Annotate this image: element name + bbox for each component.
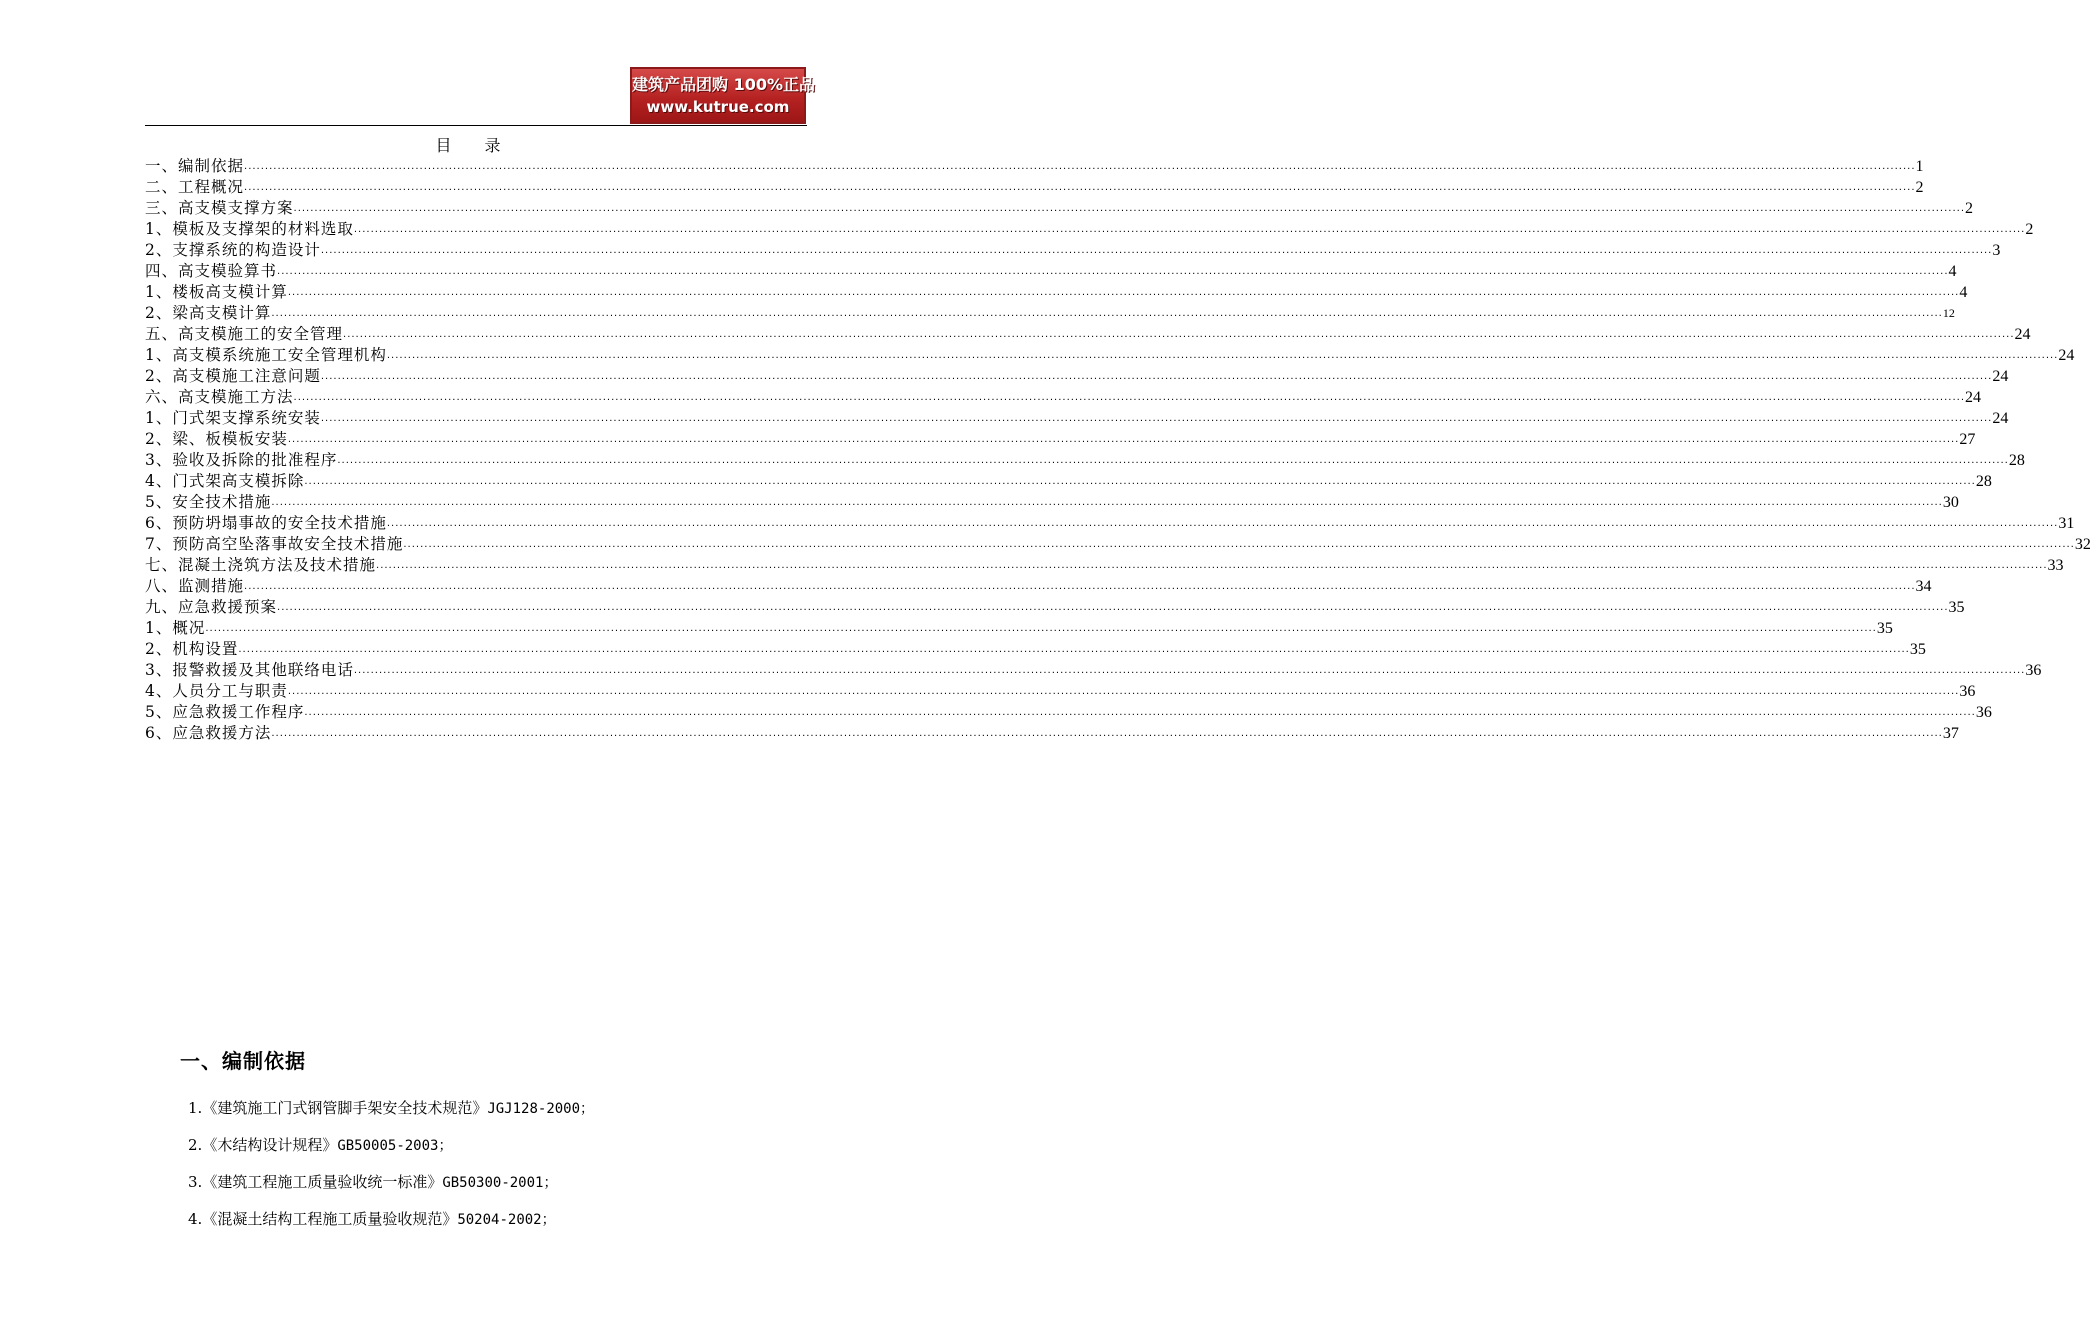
toc-entry-title: 2、机构设置 [145, 640, 239, 658]
toc-entry[interactable] [145, 723, 1959, 744]
toc-page-number: 24 [1965, 389, 1981, 406]
toc-entry-title: 2、梁、板模板安装 [145, 430, 288, 448]
toc-leader-dots: ................................................................................................................................................................................................................................................................................................................................................................................................................ [244, 581, 1916, 592]
toc-entry-title: 6、应急救援方法 [145, 724, 272, 742]
toc-leader-dots: ................................................................................................................................................................................................................................................................................................................................................................................................................ [320, 245, 1993, 256]
toc-leader-dots: ................................................................................................................................................................................................................................................................................................................................................................................................................ [304, 707, 1976, 718]
toc-entry[interactable] [145, 366, 2009, 387]
toc-page-number: 12 [1942, 306, 1955, 320]
toc-page-number: 2 [1915, 179, 1924, 196]
toc-entry[interactable] [145, 240, 2001, 261]
toc-leader-dots: ................................................................................................................................................................................................................................................................................................................................................................................................................ [205, 623, 1877, 634]
toc-leader-dots: ................................................................................................................................................................................................................................................................................................................................................................................................................ [244, 182, 1916, 193]
toc-leader-dots: ................................................................................................................................................................................................................................................................................................................................................................................................................ [287, 287, 1960, 298]
toc-page-number: 36 [2025, 662, 2042, 679]
toc-page-number: 34 [1915, 578, 1932, 595]
reference-number: 1. [188, 1099, 203, 1117]
toc-leader-dots: ................................................................................................................................................................................................................................................................................................................................................................................................................ [320, 413, 1993, 424]
toc-leader-dots: ................................................................................................................................................................................................................................................................................................................................................................................................................ [386, 518, 2059, 529]
toc-leader-dots: ................................................................................................................................................................................................................................................................................................................................................................................................................ [277, 602, 1949, 613]
toc-page-number: 24 [2058, 347, 2075, 364]
toc-leader-dots: ................................................................................................................................................................................................................................................................................................................................................................................................................ [337, 455, 2009, 466]
toc-entry[interactable] [145, 177, 1924, 198]
toc-entry-title: 1、门式架支撑系统安装 [145, 409, 321, 427]
toc-entry-title: 三、高支模支撑方案 [145, 199, 294, 217]
toc-leader-dots: ................................................................................................................................................................................................................................................................................................................................................................................................................ [304, 476, 1976, 487]
reference-number: 3. [188, 1173, 203, 1191]
toc-page-number: 24 [1992, 410, 2009, 427]
kutrue-logo-banner[interactable] [630, 67, 816, 124]
toc-leader-dots: ................................................................................................................................................................................................................................................................................................................................................................................................................ [277, 266, 1949, 277]
toc-entry[interactable] [145, 303, 1955, 324]
toc-entry-title: 九、应急救援预案 [145, 598, 278, 616]
toc-entry[interactable] [145, 513, 2075, 534]
toc-leader-dots: ................................................................................................................................................................................................................................................................................................................................................................................................................ [244, 161, 1916, 172]
toc-entry-title: 3、验收及拆除的批准程序 [145, 451, 338, 469]
toc-leader-dots: ................................................................................................................................................................................................................................................................................................................................................................................................................ [271, 308, 1943, 319]
reference-code: 50204-2002； [457, 1212, 556, 1228]
toc-entry-title: 6、预防坍塌事故的安全技术措施 [145, 514, 387, 532]
toc-page-number: 28 [1975, 473, 1992, 490]
reference-title: 《木结构设计规程》 [202, 1136, 338, 1154]
toc-entry-title: 四、高支模验算书 [145, 262, 278, 280]
table-of-contents [145, 156, 2091, 744]
toc-page-number: 36 [1959, 683, 1976, 700]
reference-list [188, 1096, 594, 1244]
toc-page-number: 31 [2058, 515, 2075, 532]
toc-title: 目 录 [435, 136, 515, 155]
reference-item [188, 1133, 594, 1170]
toc-entry-title: 七、混凝土浇筑方法及技术措施 [145, 556, 377, 574]
toc-page-number: 27 [1959, 431, 1976, 448]
toc-leader-dots: ................................................................................................................................................................................................................................................................................................................................................................................................................ [353, 224, 2026, 235]
toc-entry[interactable] [145, 639, 1926, 660]
toc-entry-title: 4、门式架高支模拆除 [145, 472, 305, 490]
toc-entry[interactable] [145, 597, 1965, 618]
toc-page-number: 4 [1959, 284, 1968, 301]
toc-entry-title: 5、应急救援工作程序 [145, 703, 305, 721]
toc-leader-dots: ................................................................................................................................................................................................................................................................................................................................................................................................................ [238, 644, 1910, 655]
toc-entry[interactable] [145, 450, 2025, 471]
reference-item [188, 1170, 594, 1207]
toc-page-number: 4 [1948, 263, 1957, 280]
section-heading: 一、编制依据 [180, 1049, 306, 1073]
toc-page-number: 35 [1909, 641, 1926, 658]
toc-entry[interactable] [145, 681, 1976, 702]
toc-entry[interactable] [145, 261, 1957, 282]
toc-entry[interactable] [145, 576, 1932, 597]
toc-page-number: 3 [1992, 242, 2001, 259]
toc-leader-dots: ................................................................................................................................................................................................................................................................................................................................................................................................................ [271, 497, 1943, 508]
toc-entry-title: 1、楼板高支模计算 [145, 283, 288, 301]
logo-slogan: 建筑产品团购 100%正品 [632, 75, 816, 94]
toc-page-number: 37 [1942, 725, 1959, 742]
toc-leader-dots: ................................................................................................................................................................................................................................................................................................................................................................................................................ [320, 371, 1993, 382]
toc-leader-dots: ................................................................................................................................................................................................................................................................................................................................................................................................................ [386, 350, 2059, 361]
toc-page-number: 35 [1876, 620, 1893, 637]
toc-entry[interactable] [145, 219, 2034, 240]
toc-page-number: 30 [1942, 494, 1959, 511]
reference-code: GB50005-2003； [337, 1138, 453, 1154]
toc-entry-title: 3、报警救援及其他联络电话 [145, 661, 354, 679]
toc-entry[interactable] [145, 282, 1968, 303]
reference-item [188, 1096, 594, 1133]
toc-entry-title: 7、预防高空坠落事故安全技术措施 [145, 535, 404, 553]
toc-entry-title: 1、模板及支撑架的材料选取 [145, 220, 354, 238]
toc-entry-title: 1、高支模系统施工安全管理机构 [145, 346, 387, 364]
toc-entry-title: 5、安全技术措施 [145, 493, 272, 511]
toc-entry[interactable] [145, 492, 1959, 513]
toc-page-number: 2 [1965, 200, 1973, 217]
toc-page-number: 36 [1975, 704, 1992, 721]
logo-url: www.kutrue.com [646, 98, 790, 116]
header-rule [145, 125, 807, 126]
toc-page-number: 35 [1948, 599, 1965, 616]
reference-title: 《混凝土结构工程施工质量验收规范》 [202, 1210, 458, 1228]
toc-entry-title: 五、高支模施工的安全管理 [145, 325, 344, 343]
reference-code: JGJ128-2000； [487, 1101, 595, 1117]
toc-page-number: 28 [2008, 452, 2025, 469]
toc-leader-dots: ................................................................................................................................................................................................................................................................................................................................................................................................................ [287, 434, 1960, 445]
toc-entry-title: 4、人员分工与职责 [145, 682, 288, 700]
toc-entry-title: 2、梁高支模计算 [145, 304, 272, 322]
toc-entry[interactable] [145, 534, 2091, 555]
toc-entry[interactable] [145, 471, 1992, 492]
reference-number: 2. [188, 1136, 203, 1154]
reference-code: GB50300-2001； [442, 1175, 558, 1191]
toc-entry-title: 1、概况 [145, 619, 206, 637]
toc-entry-title: 2、支撑系统的构造设计 [145, 241, 321, 259]
reference-title: 《建筑施工门式钢管脚手架安全技术规范》 [202, 1099, 488, 1117]
toc-entry[interactable] [145, 156, 1924, 177]
toc-leader-dots: ................................................................................................................................................................................................................................................................................................................................................................................................................ [293, 392, 1965, 403]
toc-leader-dots: ................................................................................................................................................................................................................................................................................................................................................................................................................ [293, 203, 1965, 214]
toc-entry[interactable] [145, 429, 1976, 450]
toc-page-number: 1 [1915, 158, 1924, 175]
toc-entry[interactable] [145, 408, 2009, 429]
reference-number: 4. [188, 1210, 203, 1228]
toc-page-number: 24 [1992, 368, 2009, 385]
toc-entry[interactable] [145, 702, 1992, 723]
toc-entry-title: 2、高支模施工注意问题 [145, 367, 321, 385]
reference-title: 《建筑工程施工质量验收统一标准》 [202, 1173, 443, 1191]
toc-page-number: 2 [2025, 221, 2034, 238]
toc-leader-dots: ................................................................................................................................................................................................................................................................................................................................................................................................................ [376, 560, 2048, 571]
toc-page-number: 32 [2074, 536, 2091, 553]
toc-entry[interactable] [145, 387, 1981, 408]
toc-leader-dots: ................................................................................................................................................................................................................................................................................................................................................................................................................ [353, 665, 2026, 676]
toc-entry-title: 八、监测措施 [145, 577, 245, 595]
toc-entry[interactable] [145, 618, 1893, 639]
toc-leader-dots: ................................................................................................................................................................................................................................................................................................................................................................................................................ [403, 539, 2075, 550]
toc-entry-title: 一、编制依据 [145, 157, 245, 175]
toc-entry[interactable] [145, 198, 1973, 219]
toc-entry[interactable] [145, 660, 2042, 681]
toc-entry-title: 六、高支模施工方法 [145, 388, 294, 406]
toc-page-number: 24 [2014, 326, 2031, 343]
toc-leader-dots: ................................................................................................................................................................................................................................................................................................................................................................................................................ [343, 329, 2015, 340]
toc-page-number: 33 [2047, 557, 2064, 574]
toc-entry-title: 二、工程概况 [145, 178, 245, 196]
toc-entry[interactable] [145, 345, 2075, 366]
toc-leader-dots: ................................................................................................................................................................................................................................................................................................................................................................................................................ [271, 728, 1943, 739]
toc-leader-dots: ................................................................................................................................................................................................................................................................................................................................................................................................................ [287, 686, 1960, 697]
reference-item [188, 1207, 594, 1244]
toc-entry[interactable] [145, 324, 2031, 345]
toc-entry[interactable] [145, 555, 2064, 576]
